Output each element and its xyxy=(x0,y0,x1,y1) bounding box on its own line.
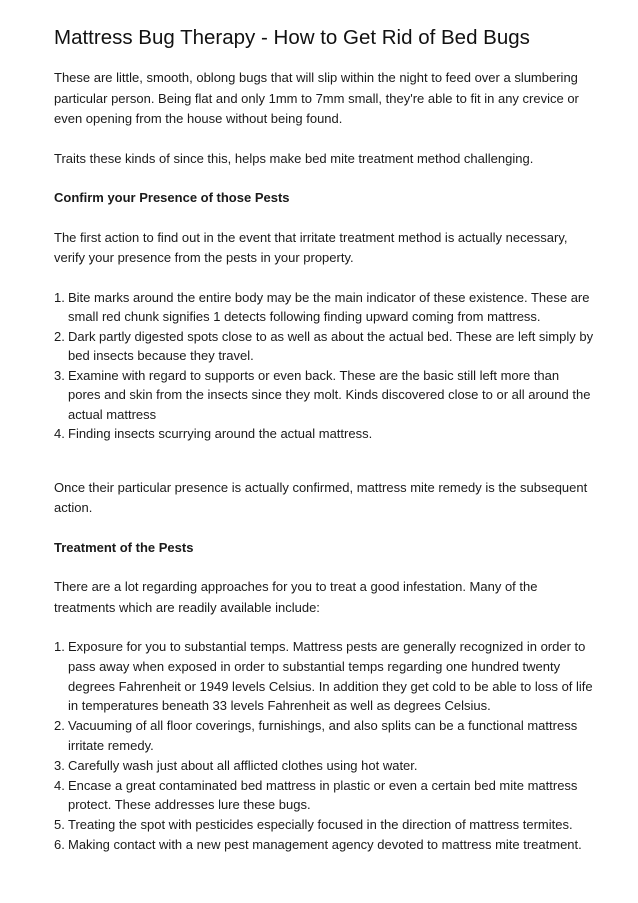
section-1-conclusion: Once their particular presence is actually confirmed, mattress mite remedy is the subsequent action. xyxy=(54,479,588,515)
list-item-text: Bite marks around the entire body may be the main indicator of these existence. These are small red chunk signifies 1 detects following finding upward coming from mattress. xyxy=(68,289,590,324)
list-item xyxy=(54,366,594,425)
list-item-text: Treating the spot with pesticides especially focused in the direction of mattress termites. xyxy=(68,817,573,833)
list-item xyxy=(54,424,594,444)
list-item-number: 3. xyxy=(54,757,65,773)
list-item-text: Examine with regard to supports or even back. These are the basic still left more than pores and skin from the insects since they molt. Kinds discovered close to or all around the actual mattress xyxy=(68,367,591,422)
list-item xyxy=(54,327,594,366)
list-item-text: Exposure for you to substantial temps. Mattress pests are generally recognized in order to pass away when exposed in order to substantial temps regarding one hundred twenty degrees Fahrenheit or 1949 levels Celsius. In addition they get cold to be able to loss of life in temperatures beneath 33 levels Fahrenheit as well as degrees Celsius. xyxy=(68,639,593,714)
list-item-text: Vacuuming of all floor coverings, furnishings, and also splits can be a functional mattress irritate remedy. xyxy=(68,718,578,753)
list-item xyxy=(54,637,594,716)
list-item xyxy=(54,835,594,855)
page-title: Mattress Bug Therapy - How to Get Rid of Bed Bugs xyxy=(54,26,530,49)
document-page xyxy=(54,24,594,874)
intro-paragraph-1: These are little, smooth, oblong bugs that will slip within the night to feed over a slumbering particular person. Being flat and only 1mm to 7mm small, they're able to fit in any crevice or even opening from the house without being found. xyxy=(54,70,579,126)
list-item-text: Dark partly digested spots close to as well as about the actual bed. These are left simply by bed insects because they travel. xyxy=(68,328,594,363)
intro-paragraph-2: Traits these kinds of since this, helps make bed mite treatment method challenging. xyxy=(54,150,534,166)
section-heading-confirm: Confirm your Presence of those Pests xyxy=(54,190,290,205)
list-item-number: 6. xyxy=(54,836,65,852)
list-item-number: 2. xyxy=(54,328,65,344)
list-item xyxy=(54,815,594,835)
signs-list xyxy=(54,288,594,444)
list-item xyxy=(54,716,594,756)
list-item xyxy=(54,776,594,816)
section-1-paragraph: The first action to find out in the event that irritate treatment method is actually necessary, verify your presence from the pests in your property. xyxy=(54,229,568,265)
section-2-paragraph: There are a lot regarding approaches for you to treat a good infestation. Many of the treatments which are readily available include: xyxy=(54,579,538,615)
list-item-number: 4. xyxy=(54,777,65,793)
list-item-text: Making contact with a new pest management agency devoted to mattress mite treatment. xyxy=(68,836,582,852)
list-item-number: 5. xyxy=(54,817,65,833)
list-item-text: Carefully wash just about all afflicted clothes using hot water. xyxy=(68,757,418,773)
list-item-number: 1. xyxy=(54,639,65,654)
list-item-number: 3. xyxy=(54,367,65,383)
list-item-number: 2. xyxy=(54,718,65,734)
list-item-number: 4. xyxy=(54,426,65,441)
list-item xyxy=(54,756,594,776)
list-item xyxy=(54,288,594,327)
section-heading-treatment: Treatment of the Pests xyxy=(54,539,194,555)
list-item-number: 1. xyxy=(54,289,65,305)
treatments-list xyxy=(54,637,594,855)
list-item-text: Encase a great contaminated bed mattress in plastic or even a certain bed mite mattress protect. These addresses lure these bugs. xyxy=(68,777,578,813)
list-item-text: Finding insects scurrying around the actual mattress. xyxy=(68,426,373,441)
